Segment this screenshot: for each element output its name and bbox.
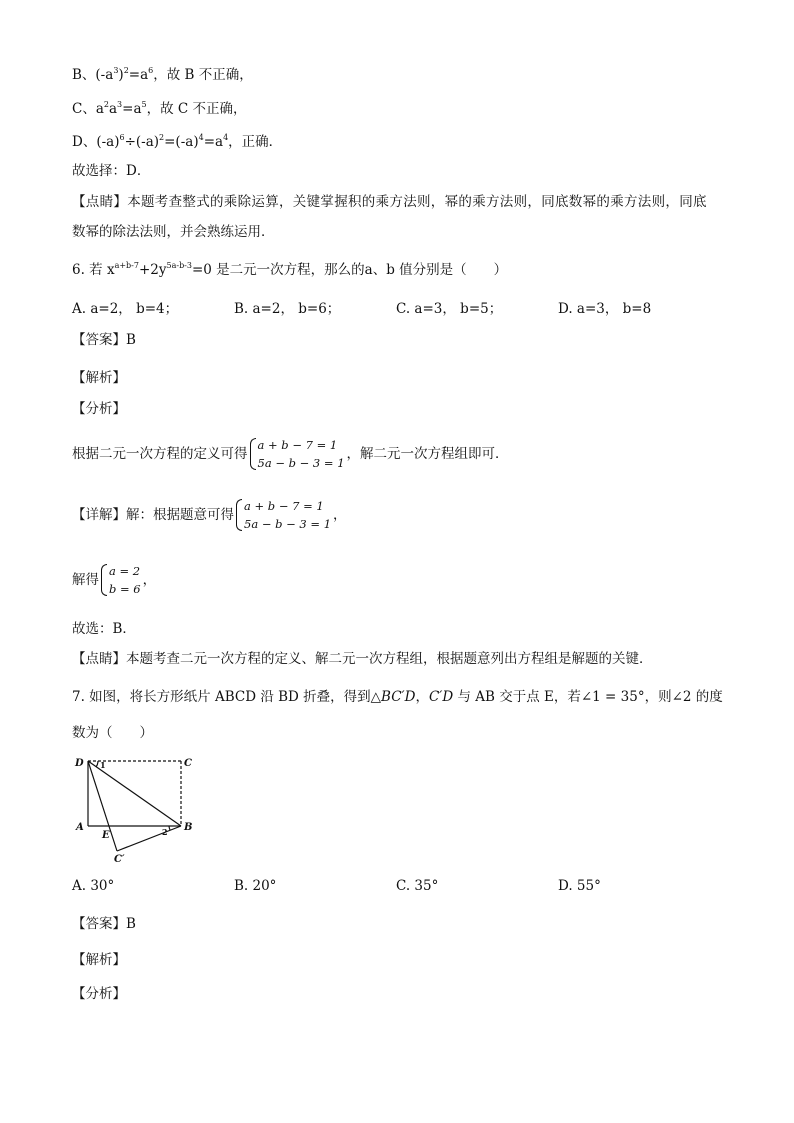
q6-choose: 故选：B． [72,621,136,637]
q6-fenxi-body: 根据二元一次方程的定义可得 a + b − 7 = 1 5a − b − 3 = 1 ，解二元一次方程组即可． [72,438,509,470]
q7-stem-line-1: 7. 如图，将长方形纸片 ABCD 沿 BD 折叠，得到△BC′D，C′D 与 AB 交于点 E，若∠1 = 35°，则∠2 的度 [72,689,723,705]
label-d: D [75,758,84,769]
q7-option-b: B. 20° [234,878,277,894]
q7-option-c: C. 35° [396,878,439,894]
q6-stem: 6. 若 $x^{a+b-7}+2y^{5a-b-3}=0$ 是二元一次方程，那么的a、b 值分别是（ ） [72,261,508,278]
fold-rectangle-figure [72,756,200,864]
q7-option-a: A. 30° [72,878,115,894]
label-c-prime: C′ [114,854,125,864]
option-d-analysis: D、$(-a)^6\div(-a)^2=(-a)^4=a^4$，正确． [72,133,283,150]
q6-xiangjie: 【详解】解：根据题意可得 a + b − 7 = 1 5a − b − 3 = 1 ， [72,499,347,531]
angle-1-arc [96,761,98,767]
q6-answer: 【答案】B [72,332,136,348]
q6-dianjing: 【点睛】本题考查二元一次方程的定义、解二元一次方程组，根据题意列出方程组是解题的关键． [72,651,653,667]
q7-answer: 【答案】B [72,916,136,932]
equation-system: a + b − 7 = 1 5a − b − 3 = 1 [236,497,331,533]
q6-option-a: A. a=2， b=4； [72,301,179,317]
q6-option-b: B. a=2， b=6； [234,301,341,317]
dianjing-line-2: 数幂的除法法则，并会熟练运用． [72,224,275,240]
label-angle-2: 2 [162,827,168,837]
option-b-analysis: B、$(-a^3)^2=a^6$，故 B 不正确， [72,66,253,83]
q7-jiexi-label: 【解析】 [72,952,126,968]
equation-system: a + b − 7 = 1 5a − b − 3 = 1 [250,436,345,472]
edge-c-prime-b [117,826,181,851]
choose-d-text: 故选择：D． [72,163,151,179]
label-c: C [184,758,192,769]
label-angle-1: 1 [100,760,106,770]
label-a: A [76,822,84,833]
q7-stem-line-2: 数为（ ） [72,725,153,741]
label-e: E [102,830,110,841]
diagonal-db [88,761,181,826]
q6-jiexi-label: 【解析】 [72,370,126,386]
q6-option-d: D. a=3， b=8 [558,301,652,317]
q6-solution: 解得 a = 2 b = 6 ， [72,564,157,596]
q6-fenxi-label: 【分析】 [72,401,126,417]
solution-system: a = 2 b = 6 [101,562,141,598]
dianjing-line-1: 【点睛】本题考查整式的乘除运算，关键掌握积的乘方法则，幂的乘方法则，同底数幂的乘方法则，同底 [72,194,707,210]
option-c-analysis: C、$a^2a^3=a^5$，故 C 不正确， [72,100,247,117]
q7-fenxi-label: 【分析】 [72,986,126,1002]
q7-option-d: D. 55° [558,878,601,894]
label-b: B [184,822,193,833]
q6-option-c: C. a=3， b=5； [396,301,503,317]
